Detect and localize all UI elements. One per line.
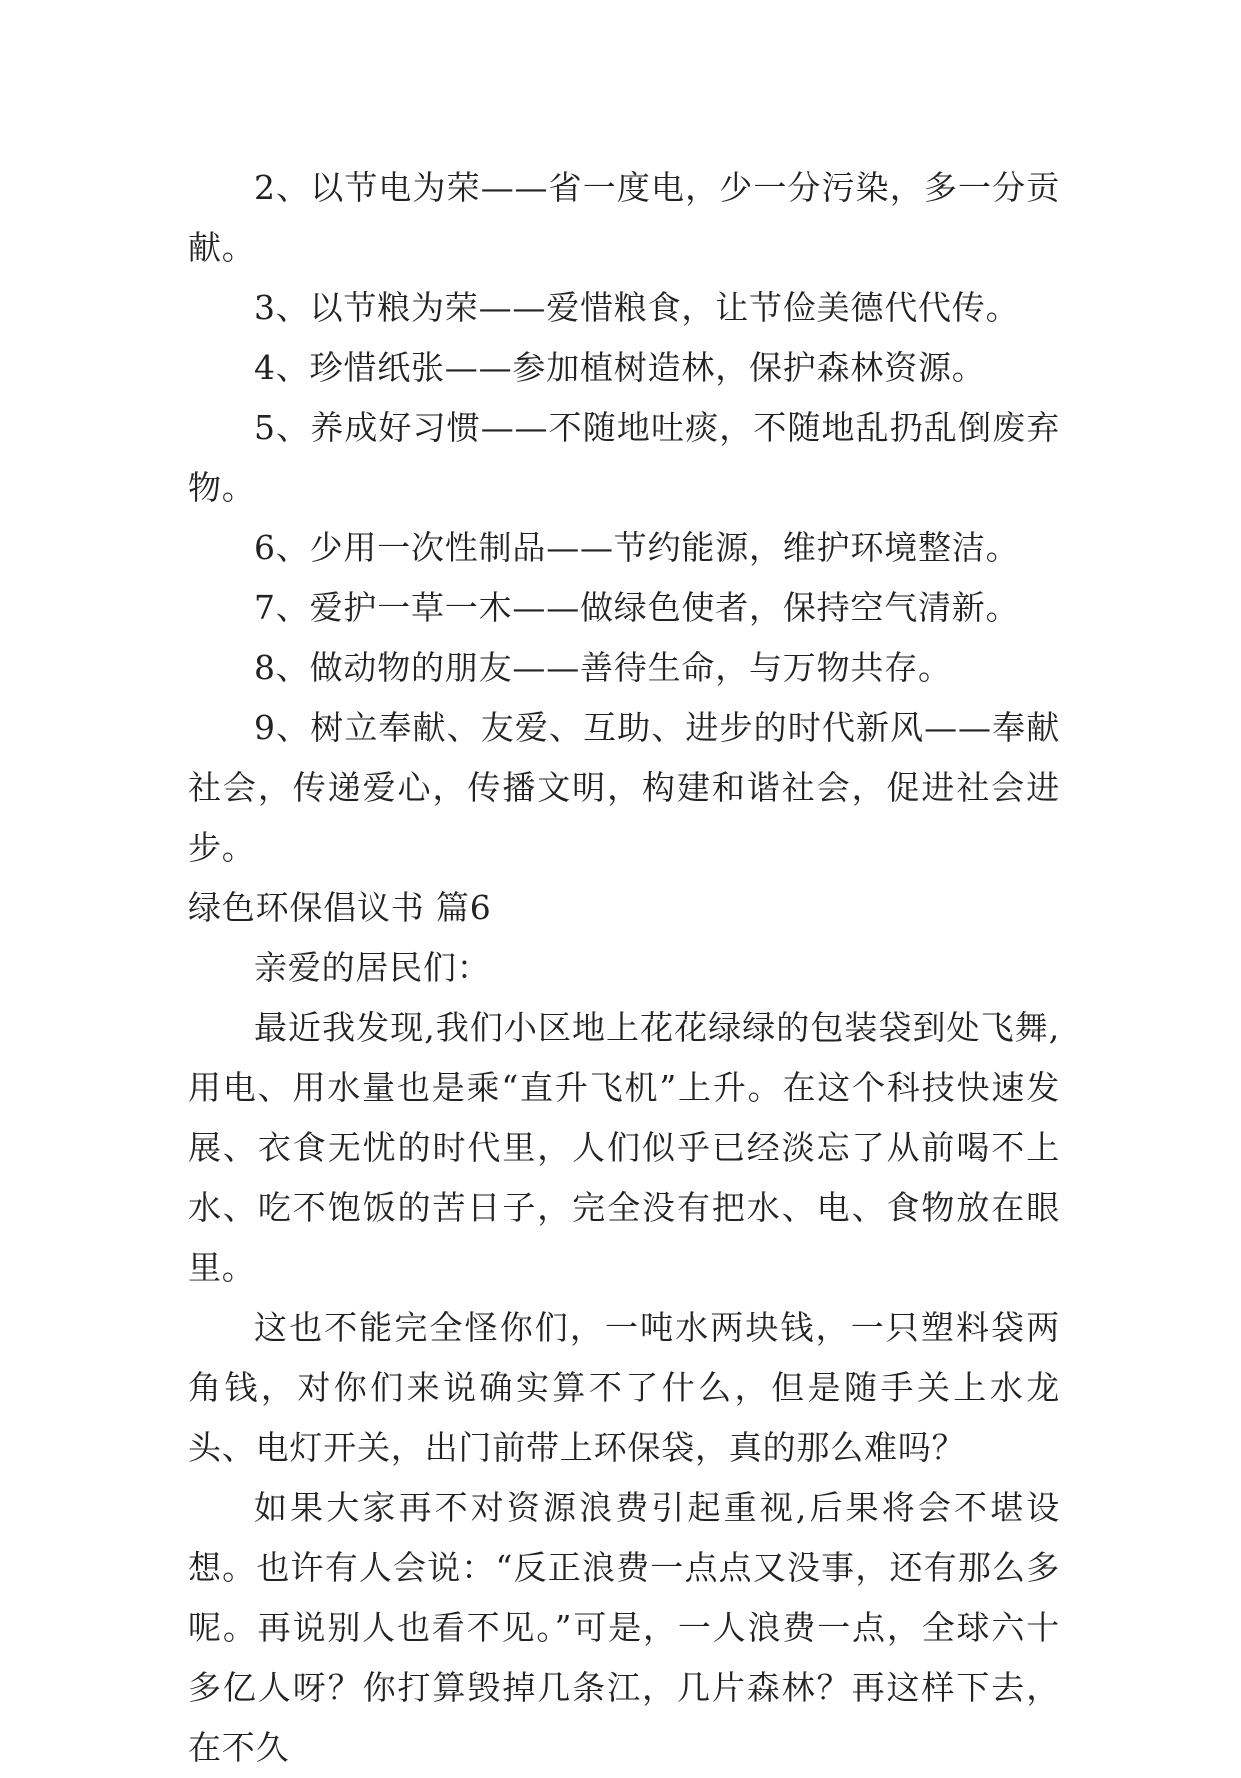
list-item-3: 3、以节粮为荣——爱惜粮食，让节俭美德代代传。	[254, 288, 1020, 327]
list-item-9: 9、树立奉献、友爱、互助、进步的时代新风——奉献社会，传递爱心，传播文明，构建和谐社会，促进社会进步。	[188, 708, 1060, 867]
list-item-4: 4、珍惜纸张——参加植树造林，保护森林资源。	[254, 348, 986, 387]
body-paragraph: 这也不能完全怪你们，一吨水两块钱，一只塑料袋两角钱，对你们来说确实算不了什么，但是随手关上水龙头、电灯开关，出门前带上环保袋，真的那么难吗？	[188, 1308, 1060, 1467]
list-item-6: 6、少用一次性制品——节约能源，维护环境整洁。	[254, 528, 1020, 567]
list-item-5: 5、养成好习惯——不随地吐痰，不随地乱扔乱倒废弃物。	[188, 408, 1060, 507]
list-item-2: 2、以节电为荣——省一度电，少一分污染，多一分贡献。	[188, 168, 1060, 267]
list-item-7: 7、爱护一草一木——做绿色使者，保持空气清新。	[254, 588, 1020, 627]
body-paragraph: 最近我发现,我们小区地上花花绿绿的包装袋到处飞舞,用电、用水量也是乘“直升飞机”上升。在这个科技快速发展、衣食无忧的时代里，人们似乎已经淡忘了从前喝不上水、吃不饱饭的苦日子，完全没有把水、电、食物放在眼里。	[188, 1008, 1060, 1287]
body-paragraph: 如果大家再不对资源浪费引起重视,后果将会不堪设想。也许有人会说：“反正浪费一点点又没事，还有那么多呢。再说别人也看不见。”可是，一人浪费一点，全球六十多亿人呀？你打算毁掉几条江，几片森林？再这样下去，在不久	[188, 1488, 1060, 1767]
list-item-8: 8、做动物的朋友——善待生命，与万物共存。	[254, 648, 952, 687]
salutation: 亲爱的居民们：	[254, 948, 491, 987]
document-body	[188, 158, 1060, 1778]
section-heading: 绿色环保倡议书 篇6	[188, 888, 492, 927]
